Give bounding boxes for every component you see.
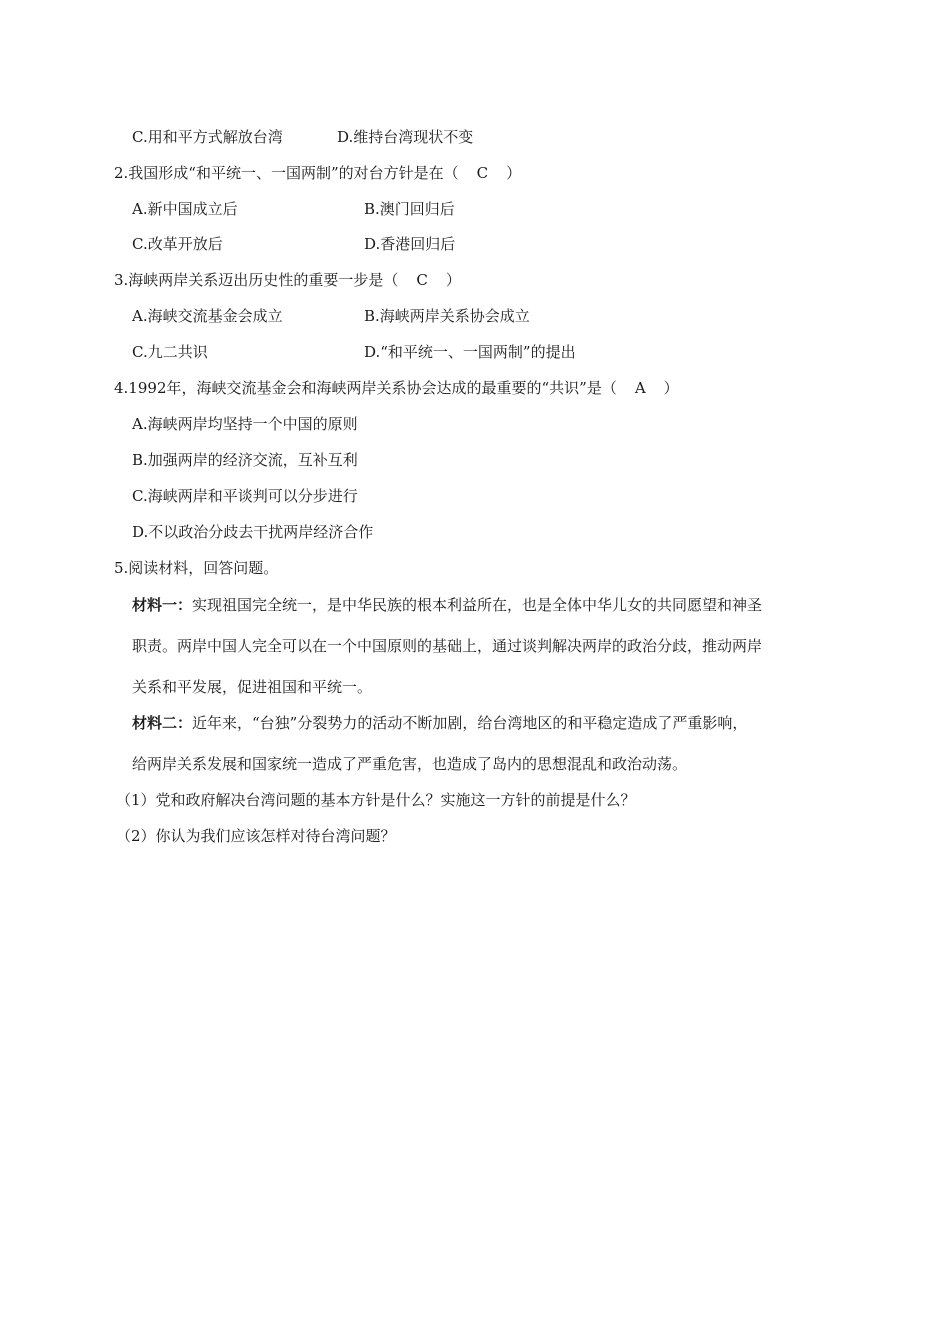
q1-option-c: C.用和平方式解放台湾 [132,128,283,146]
q4-stem-prefix: 4.1992年，海峡交流基金会和海峡两岸关系协会达成的最重要的“共识”是（ [114,379,617,397]
q3-option-d: D.“和平统一、一国两制”的提出 [364,343,576,361]
q5-material-1-text-1: 实现祖国完全统一，是中华民族的根本利益所在，也是全体中华儿女的共同愿望和神圣 [192,596,763,614]
q5-stem: 5.阅读材料，回答问题。 [114,559,279,577]
q4-stem-suffix: ） [663,379,679,397]
q3-option-a: A.海峡交流基金会成立 [132,307,283,325]
q1-option-d: D.维持台湾现状不变 [337,128,474,146]
q5-subquestion-2: （2）你认为我们应该怎样对待台湾问题？ [116,827,396,845]
q4-option-c: C.海峡两岸和平谈判可以分步进行 [132,487,358,505]
q3-answer: C [416,271,428,289]
q4-option-b: B.加强两岸的经济交流，互补互利 [132,451,358,469]
q2-answer: C [476,164,489,182]
q2-stem [114,163,521,183]
q5-material-1-line-2: 职责。两岸中国人完全可以在一个中国原则的基础上，通过谈判解决两岸的政治分歧，推动两岸 [132,637,763,655]
q5-material-2-line-2: 给两岸关系发展和国家统一造成了严重危害，也造成了岛内的思想混乱和政治动荡。 [132,755,688,773]
q4-stem [114,378,679,398]
q5-material-1-line-3: 关系和平发展，促进祖国和平统一。 [132,678,373,696]
q4-option-a: A.海峡两岸均坚持一个中国的原则 [132,415,358,433]
q3-stem-suffix: ） [445,271,461,289]
q3-option-c: C.九二共识 [132,343,208,361]
q5-material-2-line-1 [132,713,747,733]
q3-options-cd [132,342,832,362]
q2-option-c: C.改革开放后 [132,235,223,253]
q2-stem-suffix: ） [506,164,522,182]
q5-material-2-text-1: 近年来，“台独”分裂势力的活动不断加剧，给台湾地区的和平稳定造成了严重影响， [192,714,748,732]
q2-options-cd [132,234,832,254]
q2-stem-prefix: 2.我国形成“和平统一、一国两制”的对台方针是在（ [114,164,459,182]
q5-material-2-label: 材料二： [132,714,193,732]
q2-option-a: A.新中国成立后 [132,200,238,218]
q5-material-1-label: 材料一： [132,596,193,614]
q2-option-b: B.澳门回归后 [364,200,455,218]
q4-answer: A [634,379,646,397]
q2-option-d: D.香港回归后 [364,235,456,253]
q3-stem-prefix: 3.海峡两岸关系迈出历史性的重要一步是（ [114,271,399,289]
q5-subquestion-1: （1）党和政府解决台湾问题的基本方针是什么？实施这一方针的前提是什么？ [116,791,636,809]
q5-material-1-line-1 [132,595,762,615]
q4-option-d: D.不以政治分歧去干扰两岸经济合作 [132,523,374,541]
q2-options-ab [132,199,832,219]
q1-options-cd [132,127,832,147]
q3-option-b: B.海峡两岸关系协会成立 [364,307,530,325]
q3-options-ab [132,306,832,326]
q3-stem [114,270,461,290]
